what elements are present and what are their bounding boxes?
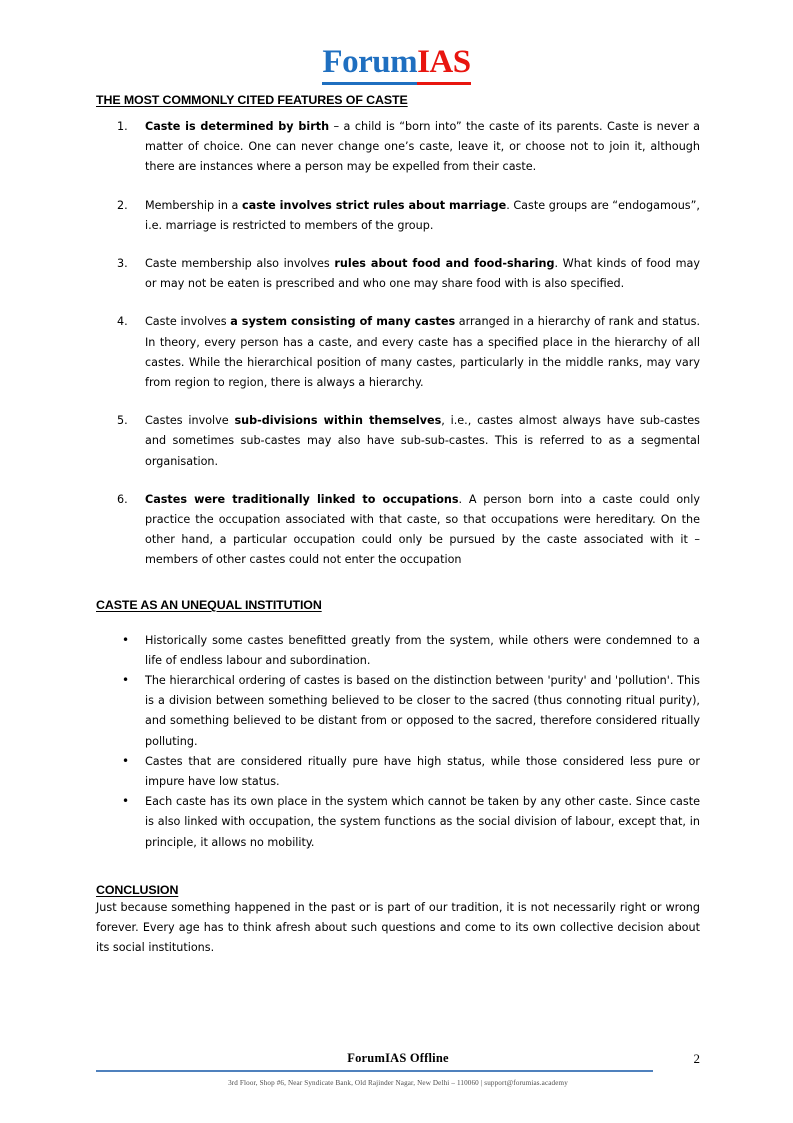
list-item-text: . A person born into a caste could only practice the occupation associated with that caste, so that occupations were hereditary. On the other hand, a particular occupation could only be pursued by the caste associated with it – members of other castes could not enter the occupation: [145, 492, 700, 567]
list-item-bold-lead: caste involves strict rules about marriage: [241, 198, 507, 212]
footer-divider: [96, 1070, 653, 1073]
list-item: [96, 312, 700, 393]
list-item-text: arranged in a hierarchy of rank and status. In theory, every person has a caste, and every caste has a specified place in the hierarchy of all castes. While the hierarchical position of many castes, particularly in the middle ranks, may vary from region to region, there is always a hierarchy.: [145, 315, 701, 390]
section-heading-conclusion: CONCLUSION: [96, 882, 179, 897]
list-item-text: . Caste groups are “endogamous”, i.e. marriage is restricted to members of the group.: [145, 198, 700, 232]
logo-header: [0, 0, 793, 79]
list-item-bold-lead: a system consisting of many castes: [230, 315, 456, 329]
footer-title-row: [96, 1051, 700, 1068]
footer-address-line: 3rd Floor, Shop #6, Near Syndicate Bank, Old Rajinder Nagar, New Delhi – 110060 | support@forumias.academy: [228, 1079, 568, 1087]
section-heading-features: THE MOST COMMONLY CITED FEATURES OF CASTE: [96, 93, 408, 107]
logo-forum-text: Forum: [322, 44, 417, 85]
list-item-lead: Caste membership also involves: [145, 257, 335, 271]
document-content: [96, 93, 700, 959]
list-item-bold-lead: Castes were traditionally linked to occupations: [145, 492, 459, 506]
section-heading-unequal-institution: CASTE AS AN UNEQUAL INSTITUTION: [96, 597, 322, 612]
list-item: [96, 254, 700, 294]
logo-ias-text: IAS: [417, 44, 471, 85]
features-numbered-list: [96, 117, 700, 571]
list-item: [96, 490, 700, 571]
list-item: [96, 117, 700, 178]
conclusion-paragraph: Just because something happened in the past or is part of our tradition, it is not necessarily right or wrong forever. Every age has to think afresh about such questions and come to its own collective decision about its social institutions.: [96, 900, 700, 955]
page-number: 2: [693, 1050, 700, 1066]
unequal-institution-bullet-list: [96, 631, 700, 853]
list-item-text: , i.e., castes almost always have sub-castes and sometimes sub-castes may also have sub-sub-castes. This is referred to as a segmental organisation.: [145, 414, 700, 468]
forumias-logo: [322, 46, 470, 79]
list-item: • The hierarchical ordering of castes is based on the distinction between 'purity' and 'pollution'. This is a division between something believed to be closer to the sacred (thus connoting ritual purity), and something believed to be distant from or opposed to the sacred, therefore considered ritually polluting.: [96, 671, 700, 752]
list-item-bold-lead: sub-divisions within themselves: [234, 414, 442, 428]
list-item-lead: Caste involves: [145, 315, 231, 329]
list-item: • Castes that are considered ritually pure have high status, while those considered less pure or impure have low status.: [96, 752, 700, 792]
list-item-lead: Castes involve: [145, 414, 235, 428]
list-item-bold-lead: Caste is determined by birth: [145, 120, 330, 133]
footer-brand-title: ForumIAS Offline: [347, 1050, 449, 1065]
list-item-text: . What kinds of food may or may not be eaten is prescribed and who one may share food with is also specified.: [145, 257, 701, 291]
page-footer: [96, 1051, 700, 1088]
list-item-text: – a child is “born into” the caste of its parents. Caste is never a matter of choice. One can never change one’s caste, leave it, or choose not to join it, although there are instances where a person may be expelled from their caste.: [145, 120, 700, 174]
list-item-lead: Membership in a: [145, 198, 242, 212]
list-item: • Each caste has its own place in the system which cannot be taken by any other caste. Since caste is also linked with occupation, the system functions as the social division of labour, except that, in principle, it allows no mobility.: [96, 792, 700, 853]
list-item: • Historically some castes benefitted greatly from the system, while others were condemned to a life of endless labour and subordination.: [96, 631, 700, 671]
list-item-bold-lead: rules about food and food-sharing: [334, 257, 555, 271]
list-item: [96, 411, 700, 472]
list-item: [96, 196, 700, 236]
